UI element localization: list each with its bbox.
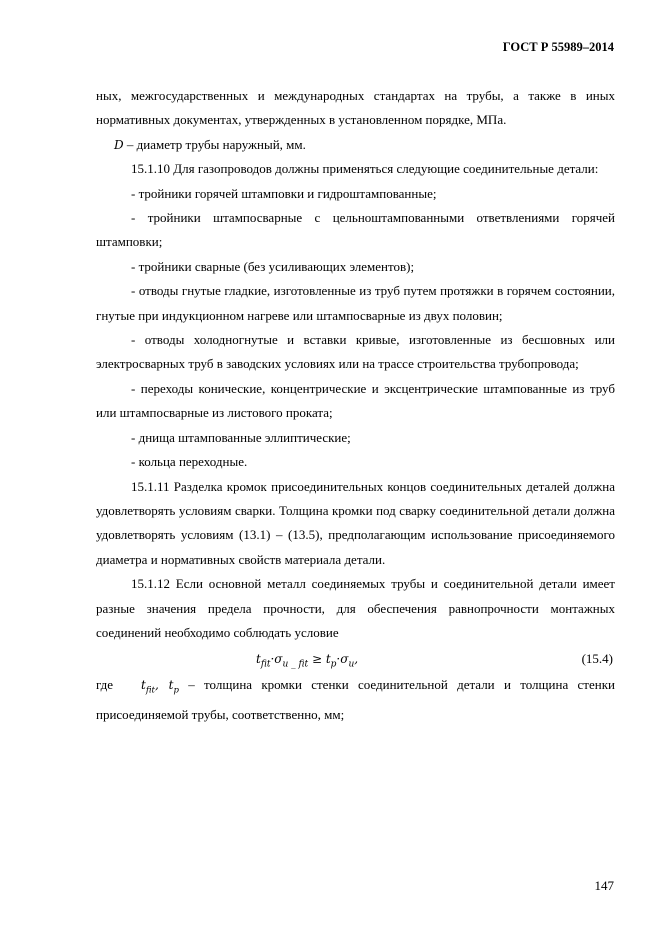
list-item: - днища штампованные эллиптические;	[131, 429, 351, 445]
list-item: - отводы холодногнутые и вставки кривые, изготовленные из бесшовных или электросварных труб в заводских условиях или на трассе строительства трубопровода;	[96, 332, 615, 372]
equation-number: (15.4)	[581, 651, 613, 667]
list-item: - отводы гнутые гладкие, изготовленные из труб путем протяжки в горячем состоянии, гнутые при индукционном нагреве или штампосварные из двух половин;	[96, 283, 615, 323]
paragraph-continuation: ных, межгосударственных и международных стандартах на трубы, а также в иных нормативных документах, утвержденных в установленном порядке, МПа.	[96, 88, 615, 128]
clause-15-1-10: 15.1.10 Для газопроводов должны применяться следующие соединительные детали:	[131, 161, 599, 177]
variable-d-text: – диаметр трубы наружный, мм.	[123, 136, 306, 152]
list-item: - тройники сварные (без усиливающих элементов);	[131, 258, 415, 274]
document-body	[96, 84, 615, 728]
formula-15-4	[96, 645, 615, 673]
document-id-header: ГОСТ Р 55989–2014	[502, 40, 614, 54]
where-label: где	[96, 677, 114, 693]
list-item: - тройники штампосварные с цельноштампованными ответвлениями горячей штамповки;	[96, 210, 615, 250]
list-item: - переходы конические, концентрические и эксцентрические штампованные из труб или штампосварные из листового проката;	[96, 380, 615, 421]
variable-d-symbol: D	[114, 137, 124, 152]
page-number: 147	[594, 878, 614, 893]
clause-15-1-12: 15.1.12 Если основной металл соединяемых трубы и соединительной детали имеет разные значения предела прочности, для обеспечения равнопрочности монтажных соединений необходимо соблюдать условие	[96, 576, 615, 640]
list-item: - тройники горячей штамповки и гидроштампованные;	[131, 185, 437, 201]
clause-15-1-11: 15.1.11 Разделка кромок присоединительных концов соединительных деталей должна удовлетворять условиям сварки. Толщина кромки под сварку соединительной детали должна удовлетворять условиям (13.1) – (13.5), предполагающим использование присоединяемого диаметра и нормативных свойств материала детали.	[96, 478, 615, 567]
list-item: - кольца переходные.	[131, 454, 248, 470]
where-definitions	[96, 673, 615, 727]
variable-definition-d	[96, 133, 615, 157]
where-variables: $t_{fit}$, $t_p$	[141, 678, 179, 696]
where-text: – толщина кромки стенки соединительной детали и толщина стенки присоединяемой трубы, соответственно, мм;	[96, 677, 615, 723]
formula-expression: $t_{fit}\cdot\sigma_{u \_ fit} \ge t_p\cdot\sigma_u$,	[256, 652, 359, 670]
